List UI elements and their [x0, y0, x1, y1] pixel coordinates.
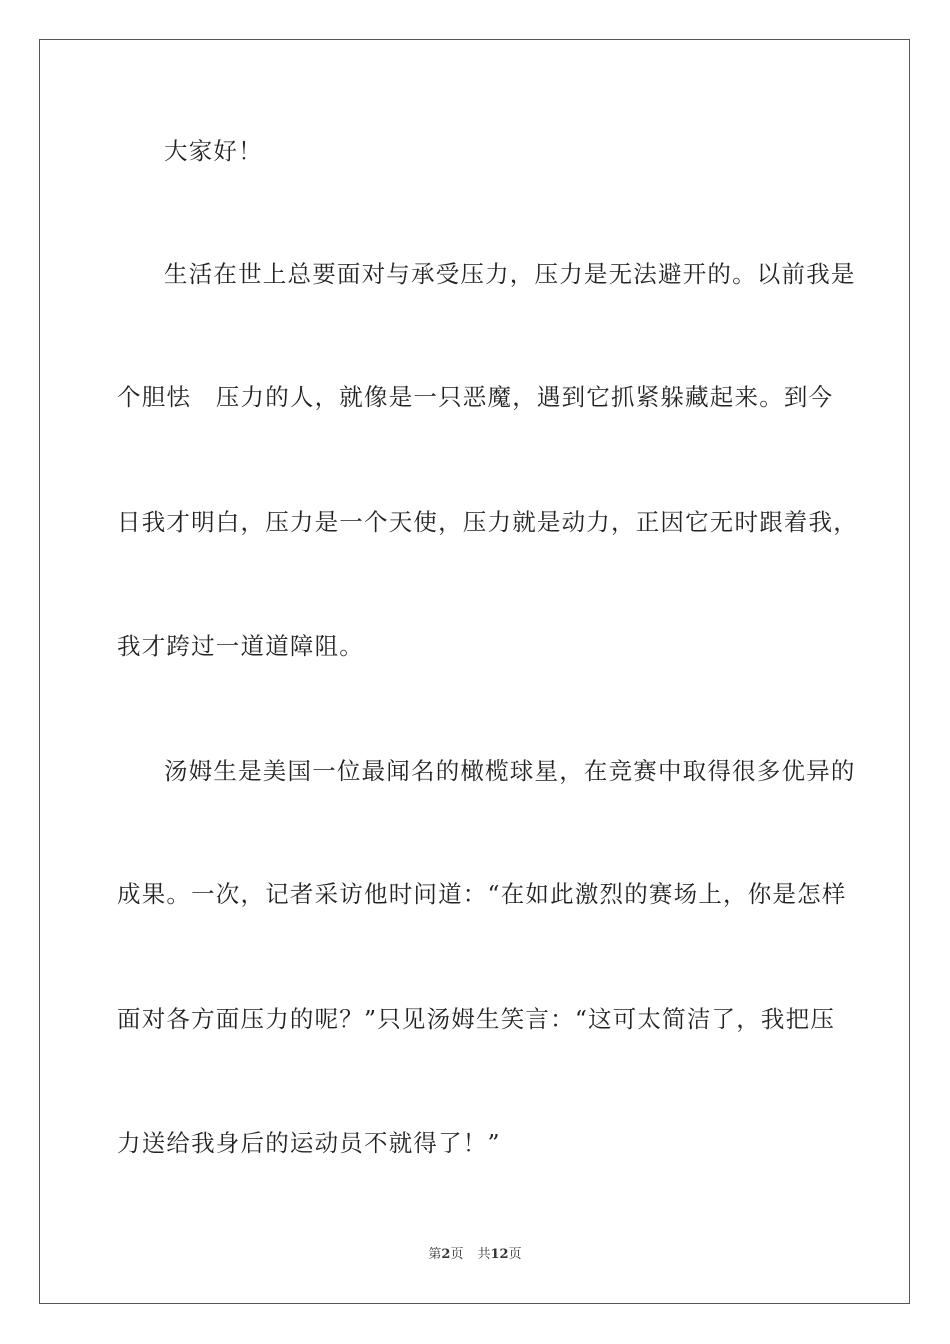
- paragraph-2-line-4: 力送给我身后的运动员不就得了！”: [117, 1129, 501, 1157]
- paragraph-2-line-3: 面对各方面压力的呢？”只见汤姆生笑言：“这可太简洁了，我把压: [117, 1005, 836, 1033]
- paragraph-2-line-2: 成果。一次，记者采访他时问道：“在如此激烈的赛场上，你是怎样: [117, 880, 847, 908]
- total-prefix: 共: [477, 1247, 491, 1262]
- page-suffix: 页: [450, 1247, 464, 1262]
- total-suffix: 页: [508, 1247, 522, 1262]
- paragraph-1-line-1: 生活在世上总要面对与承受压力，压力是无法避开的。以前我是: [164, 260, 856, 288]
- greeting-line: 大家好！: [164, 137, 263, 165]
- page-border: [39, 39, 910, 1304]
- page-number: 2: [441, 1247, 451, 1262]
- page-footer: [0, 1246, 950, 1264]
- paragraph-2-line-1: 汤姆生是美国一位最闻名的橄榄球星，在竞赛中取得很多优异的: [164, 757, 856, 785]
- paragraph-1-line-3: 日我才明白，压力是一个天使，压力就是动力，正因它无时跟着我，: [117, 508, 858, 536]
- paragraph-1-line-4: 我才跨过一道道障阻。: [117, 632, 364, 660]
- page-prefix: 第: [428, 1247, 442, 1262]
- total-pages: 12: [490, 1247, 509, 1262]
- paragraph-1-line-2: 个胆怯 压力的人，就像是一只恶魔，遇到它抓紧躲藏起来。到今: [117, 383, 834, 411]
